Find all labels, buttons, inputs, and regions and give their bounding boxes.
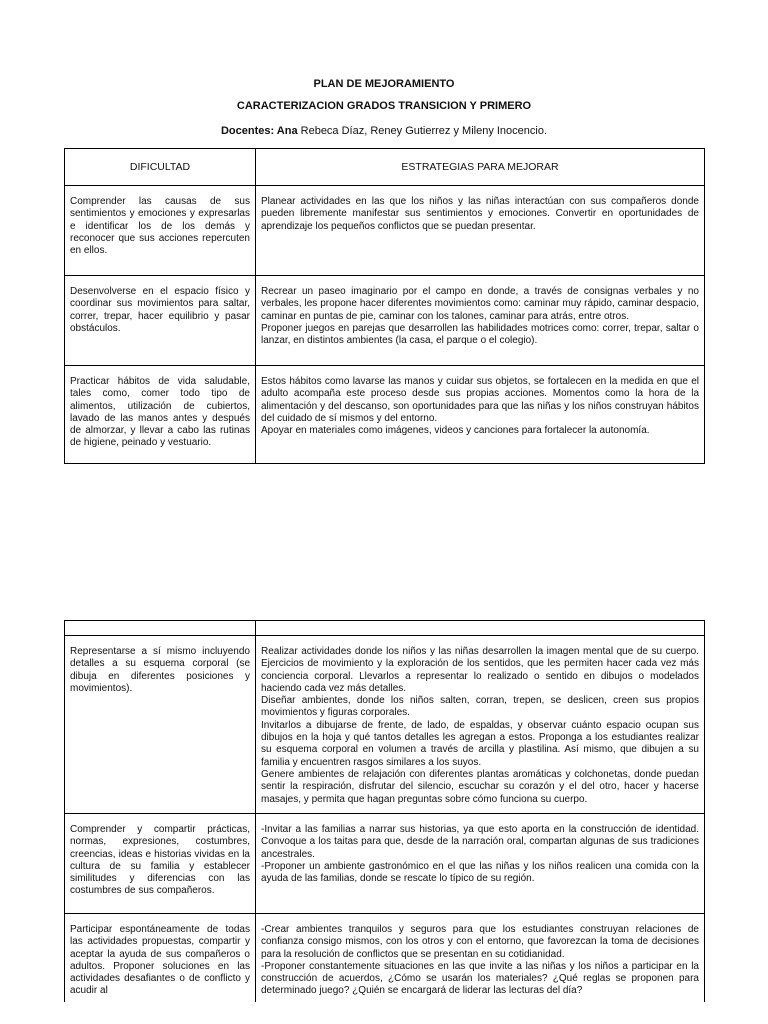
- docentes-line: [0, 125, 768, 138]
- header-dificultad: DIFICULTAD: [65, 149, 256, 186]
- dificultad-cell: Participar espontáneamente de todas las actividades propuestas, compartir y aceptar la ayuda de sus compañeros o adultos. Proponer soluciones en las actividades desafiantes o de conflicto y acudir al: [65, 914, 256, 1014]
- table-row: [65, 276, 705, 366]
- empty-cell: [256, 621, 705, 636]
- document-title: PLAN DE MEJORAMIENTO: [313, 78, 455, 90]
- docentes-label: Docentes: Ana: [220, 125, 298, 137]
- strategies-table-2: [64, 620, 705, 1014]
- strategy-paragraph: Genere ambientes de relajación con diferentes plantas aromáticas y colchonetas, donde puedan sentir la respiración, disfrutar del silencio, escuchar su corazón y el del otro, hacer y hacerse masajes, y permita que hagan preguntas sobre cómo funciona su cuerpo.: [261, 768, 699, 805]
- header-estrategias: ESTRATEGIAS PARA MEJORAR: [256, 149, 705, 186]
- empty-header-row: [65, 621, 705, 636]
- estrategias-cell: [256, 814, 705, 914]
- document-subtitle: CARACTERIZACION GRADOS TRANSICION Y PRIMERO: [236, 100, 532, 112]
- estrategias-cell: [256, 914, 705, 1014]
- table-row: [65, 636, 705, 814]
- estrategias-cell: [256, 366, 705, 464]
- dificultad-cell: Desenvolverse en el espacio físico y coordinar sus movimientos para saltar, correr, trepar, hacer equilibrio y pasar obstáculos.: [65, 276, 256, 366]
- table-row: [65, 814, 705, 914]
- dificultad-cell: Representarse a sí mismo incluyendo detalles a su esquema corporal (se dibuja en diferentes posiciones y movimientos).: [65, 636, 256, 814]
- strategy-paragraph: Invitarlos a dibujarse de frente, de lado, de espaldas, y observar cuánto espacio ocupan sus dibujos en la hoja y qué tantos detalles les agregan a estos. Proponga a los estudiantes realizar su esquema corporal en volumen a través de arcilla y plastilina. Así mismo, que dibujen a su familia y encuentren rasgos similares a los suyos.: [261, 719, 699, 768]
- strategy-paragraph: Proponer juegos en parejas que desarrollen las habilidades motrices como: correr, trepar, saltar o lanzar, en distintos ambientes (la casa, el parque o el colegio).: [261, 322, 699, 347]
- strategy-paragraph: Planear actividades en las que los niños y las niñas interactúan con sus compañeros donde pueden libremente manifestar sus sentimientos y emociones. Convertir en oportunidades de aprendizaje los pequeños conflictos que se puedan presentar.: [261, 196, 699, 232]
- strategy-paragraph: Diseñar ambientes, donde los niños salten, corran, trepen, se deslicen, creen sus propios movimientos y figuras corporales.: [261, 695, 699, 719]
- strategy-paragraph: -Crear ambientes tranquilos y seguros para que los estudiantes construyan relaciones de confianza consigo mismos, con los otros y con el entorno, que favorezcan la toma de decisiones para la resolución de conflictos que se presentan en su cotidianidad.: [261, 924, 699, 960]
- strategy-paragraph: Estos hábitos como lavarse las manos y cuidar sus objetos, se fortalecen en la medida en que el adulto acompaña este proceso desde sus propias acciones. Momentos como la hora de la alimentación y del descanso, son oportunidades para que las niñas y los niños construyan hábitos del cuidado de sí mismos y del entorno.: [261, 376, 699, 424]
- empty-cell: [65, 621, 256, 636]
- strategy-paragraph: Apoyar en materiales como imágenes, videos y canciones para fortalecer la autonomía.: [261, 425, 650, 437]
- strategy-paragraph: -Invitar a las familias a narrar sus historias, ya que esto aporta en la construcción de identidad. Convoque a los taitas para que, desde de la narración oral, compartan algunas de sus tradiciones ancestrales.: [261, 824, 699, 860]
- page-bottom-edge: [0, 1002, 768, 1024]
- estrategias-cell: [256, 636, 705, 814]
- dificultad-cell: Comprender y compartir prácticas, normas, expresiones, costumbres, creencias, ideas e historias vividas en la cultura de su familia y establecer similitudes y diferencias con las costumbres de sus compañeros.: [65, 814, 256, 914]
- strategy-paragraph: -Proponer constantemente situaciones en las que invite a las niñas y los niños a participar en la construcción de acuerdos, ¿Cómo se usarán los materiales? ¿Qué reglas se proponen para determinado juego? ¿Quién se encargará de liderar las lecturas del día?: [261, 960, 699, 997]
- table-row: [65, 914, 705, 1014]
- dificultad-cell: Practicar hábitos de vida saludable, tales como, comer todo tipo de alimentos, utilización de cubiertos, lavado de las manos antes y después de almorzar, y llevar a cabo las rutinas de higiene, peinado y vestuario.: [65, 366, 256, 464]
- estrategias-cell: [256, 186, 705, 276]
- strategy-paragraph: Realizar actividades donde los niños y las niñas desarrollen la imagen mental que de su cuerpo. Ejercicios de movimiento y la exploración de los sentidos, que les permiten hacer cada vez más conciencia corporal. Llevarlos a representar lo realizado o sentido en dibujos o modelados haciendo cada vez más detalles.: [261, 646, 699, 694]
- dificultad-cell: Comprender las causas de sus sentimientos y emociones y expresarlas e identificar los de los demás y reconocer que sus acciones repercuten en ellos.: [65, 186, 256, 276]
- strategy-paragraph: Recrear un paseo imaginario por el campo en donde, a través de consignas verbales y no verbales, les propone hacer diferentes movimientos como: caminar muy rápido, caminar despacio, caminar en puntas de pie, caminar con los talones, caminar para atrás, entre otros.: [261, 286, 699, 322]
- table-row: [65, 366, 705, 464]
- docentes-names: Rebeca Díaz, Reney Gutierrez y Mileny Inocencio.: [297, 125, 548, 137]
- strategies-table-1: [64, 148, 705, 464]
- strategy-paragraph: -Proponer un ambiente gastronómico en el que las niñas y los niños realicen una comida con la ayuda de las familias, donde se rescate lo típico de su región.: [261, 860, 699, 885]
- estrategias-cell: [256, 276, 705, 366]
- table-header-row: [65, 149, 705, 186]
- table-row: [65, 186, 705, 276]
